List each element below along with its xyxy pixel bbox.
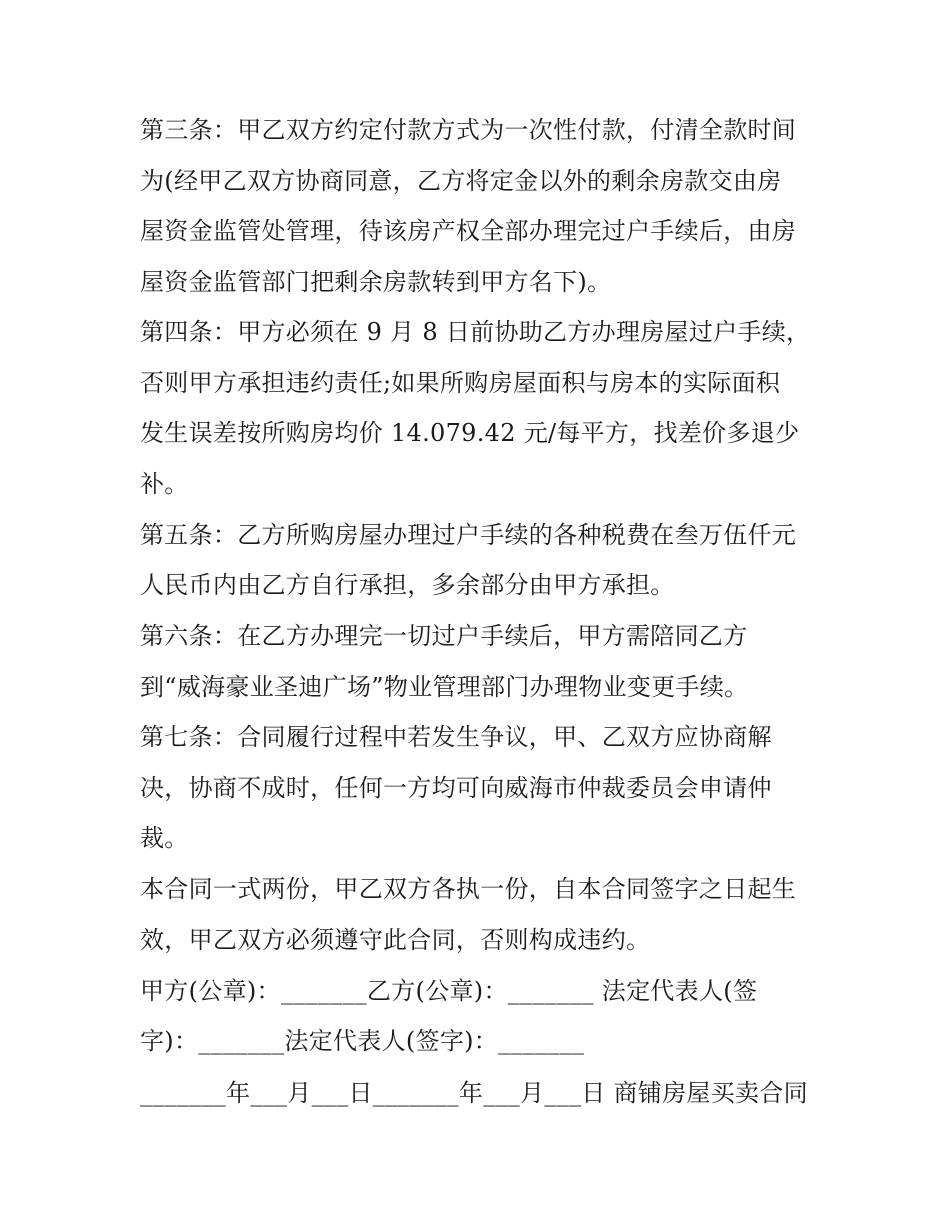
text-line: 人民币内由乙方自行承担，多余部分由甲方承担。 (140, 571, 675, 599)
text-line: 裁。 (140, 824, 189, 852)
text-line: 为(经甲乙双方协商同意，乙方将定金以外的剩余房款交由房 (140, 167, 782, 195)
text-line: 到“威海豪业圣迪广场”物业管理部门办理物业变更手续。 (140, 673, 749, 701)
text-line: 否则甲方承担违约责任;如果所购房屋面积与房本的实际面积 (140, 369, 781, 397)
text-line: 补。 (140, 470, 189, 498)
text-line: 第七条：合同履行过程中若发生争议，甲、乙双方应协商解 (140, 723, 772, 751)
text-line: 决，协商不成时，任何一方均可向威海市仲裁委员会申请仲 (140, 774, 772, 802)
text-line: 发生误差按所购房均价 14.079.42 元/每平方，找差价多退少 (140, 419, 800, 447)
text-line: 第三条：甲乙双方约定付款方式为一次性付款，付清全款时间 (140, 116, 797, 144)
text-line: 效，甲乙双方必须遵守此合同，否则构成违约。 (140, 926, 651, 954)
text-line: 本合同一式两份，甲乙双方各执一份，自本合同签字之日起生 (140, 875, 797, 903)
text-line: 第四条：甲方必须在 9 月 8 日前协助乙方办理房屋过户手续， (140, 318, 811, 346)
text-line: 屋资金监管部门把剩余房款转到甲方名下)。 (140, 268, 612, 296)
signature-line: 字)：_______法定代表人(签字)：_______ (140, 1027, 585, 1055)
text-line: 第五条：乙方所购房屋办理过户手续的各种税费在叁万伍仟元 (140, 521, 797, 549)
text-line: 屋资金监管处管理，待该房产权全部办理完过户手续后，由房 (140, 217, 797, 245)
date-line: _______年___月___日_______年___月___日 商铺房屋买卖合同 (140, 1079, 808, 1107)
text-line: 第六条：在乙方办理完一切过户手续后，甲方需陪同乙方 (140, 622, 748, 650)
signature-line: 甲方(公章)：_______乙方(公章)：_______ 法定代表人(签 (140, 977, 758, 1005)
